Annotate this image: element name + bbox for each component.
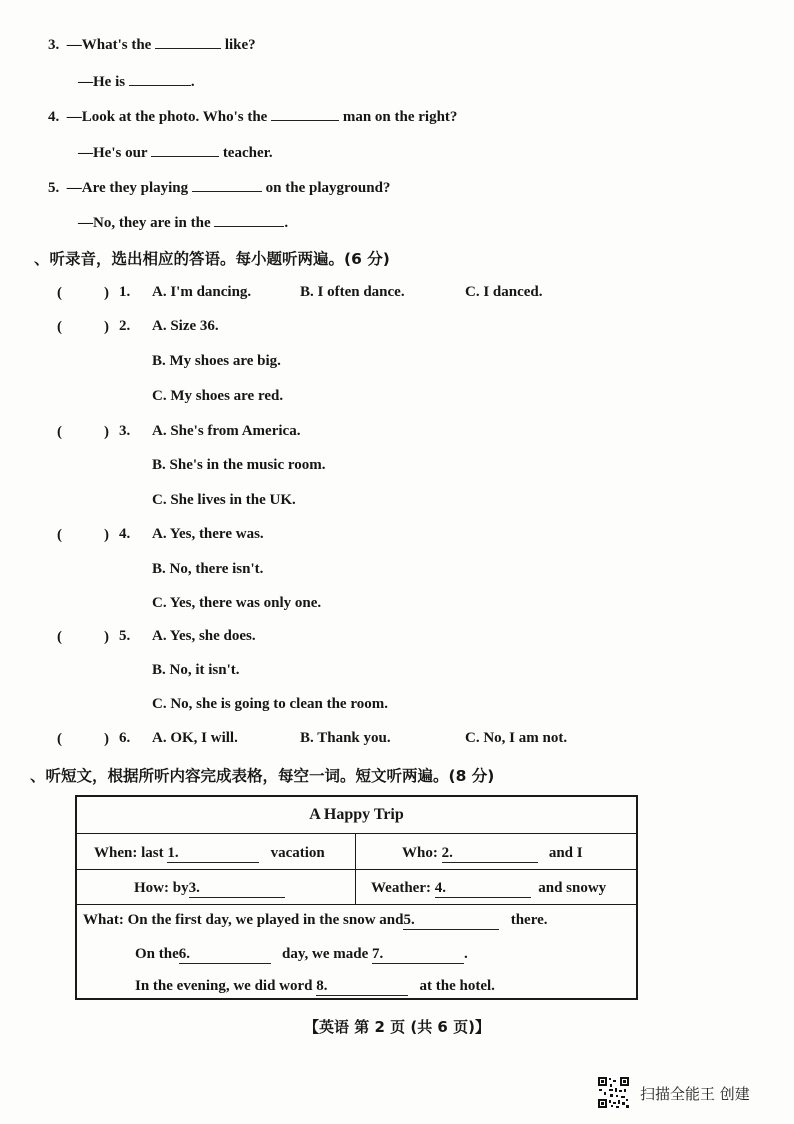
answer-blank-3[interactable]: 3. (189, 880, 285, 898)
when-cell: When: last 1. vacation (94, 845, 325, 861)
answer-blank-6[interactable]: 6. (179, 946, 271, 964)
row-divider (77, 869, 636, 870)
option-b[interactable]: B. No, there isn't. (152, 561, 264, 577)
item-number: 2. (119, 318, 131, 334)
section-2-heading: 、听录音，选出相应的答语。每小题听两遍。(6 分) (34, 250, 390, 268)
q-number: 3. (48, 37, 60, 53)
option-b[interactable]: B. No, it isn't. (152, 662, 240, 678)
item-number: 3. (119, 423, 131, 439)
answer-slot[interactable] (70, 319, 100, 337)
option-a[interactable]: A. Yes, she does. (152, 628, 256, 644)
answer-blank-1[interactable]: 1. (167, 845, 259, 863)
what-row-1: What: On the first day, we played in the snow and5. there. (83, 912, 548, 928)
item-number: 4. (119, 526, 131, 542)
q-number: 5. (48, 180, 60, 196)
row-divider (77, 833, 636, 834)
page-footer: 【英语 第 2 页 (共 6 页)】 (304, 1018, 490, 1036)
option-a[interactable]: A. I'm dancing. (152, 284, 252, 300)
table-title: A Happy Trip (309, 806, 404, 823)
option-a[interactable]: A. She's from America. (152, 423, 301, 439)
option-b[interactable]: B. My shoes are big. (152, 353, 281, 369)
option-c[interactable]: C. No, I am not. (465, 730, 568, 746)
answer-blank[interactable] (271, 106, 339, 121)
scanner-brand-label: 扫描全能王 创建 (640, 1085, 750, 1103)
q-number: 4. (48, 109, 60, 125)
option-c[interactable]: C. No, she is going to clean the room. (152, 696, 388, 712)
trip-table (75, 795, 638, 1000)
option-b[interactable]: B. Thank you. (300, 730, 391, 746)
qr-code-icon (597, 1076, 630, 1109)
answer-blank-2[interactable]: 2. (442, 845, 538, 863)
option-b[interactable]: B. I often dance. (300, 284, 405, 300)
item-number: 6. (119, 730, 131, 746)
weather-cell: Weather: 4. and snowy (371, 880, 607, 896)
answer-slot[interactable] (70, 731, 100, 749)
who-cell: Who: 2. and I (402, 845, 583, 861)
item-number: 1. (119, 284, 131, 300)
how-cell: How: by3. (134, 880, 285, 898)
column-divider (355, 833, 356, 904)
answer-blank-5[interactable]: 5. (403, 912, 499, 930)
option-c[interactable]: C. I danced. (465, 284, 543, 300)
option-a[interactable]: A. Size 36. (152, 318, 219, 334)
item-number: 5. (119, 628, 131, 644)
option-a[interactable]: A. OK, I will. (152, 730, 238, 746)
section-3-heading: 、听短文，根据所听内容完成表格，每空一词。短文听两遍。(8 分) (30, 767, 495, 785)
answer-blank[interactable] (192, 177, 262, 192)
option-c[interactable]: C. My shoes are red. (152, 388, 284, 404)
option-a[interactable]: A. Yes, there was. (152, 526, 264, 542)
option-c[interactable]: C. Yes, there was only one. (152, 595, 322, 611)
answer-slot[interactable] (70, 629, 100, 647)
answer-blank-4[interactable]: 4. (435, 880, 531, 898)
answer-slot[interactable] (70, 285, 100, 303)
option-b[interactable]: B. She's in the music room. (152, 457, 326, 473)
answer-blank[interactable] (129, 71, 191, 86)
answer-blank-8[interactable]: 8. (316, 978, 408, 996)
answer-blank[interactable] (155, 34, 221, 49)
row-divider (77, 904, 636, 905)
answer-blank[interactable] (151, 142, 219, 157)
answer-blank-7[interactable]: 7. (372, 946, 464, 964)
answer-slot[interactable] (70, 527, 100, 545)
answer-slot[interactable] (70, 424, 100, 442)
what-row-2: On the6. day, we made 7. . (135, 946, 468, 962)
what-row-3: In the evening, we did word 8. at the hotel. (135, 978, 495, 994)
option-c[interactable]: C. She lives in the UK. (152, 492, 296, 508)
answer-blank[interactable] (214, 212, 284, 227)
